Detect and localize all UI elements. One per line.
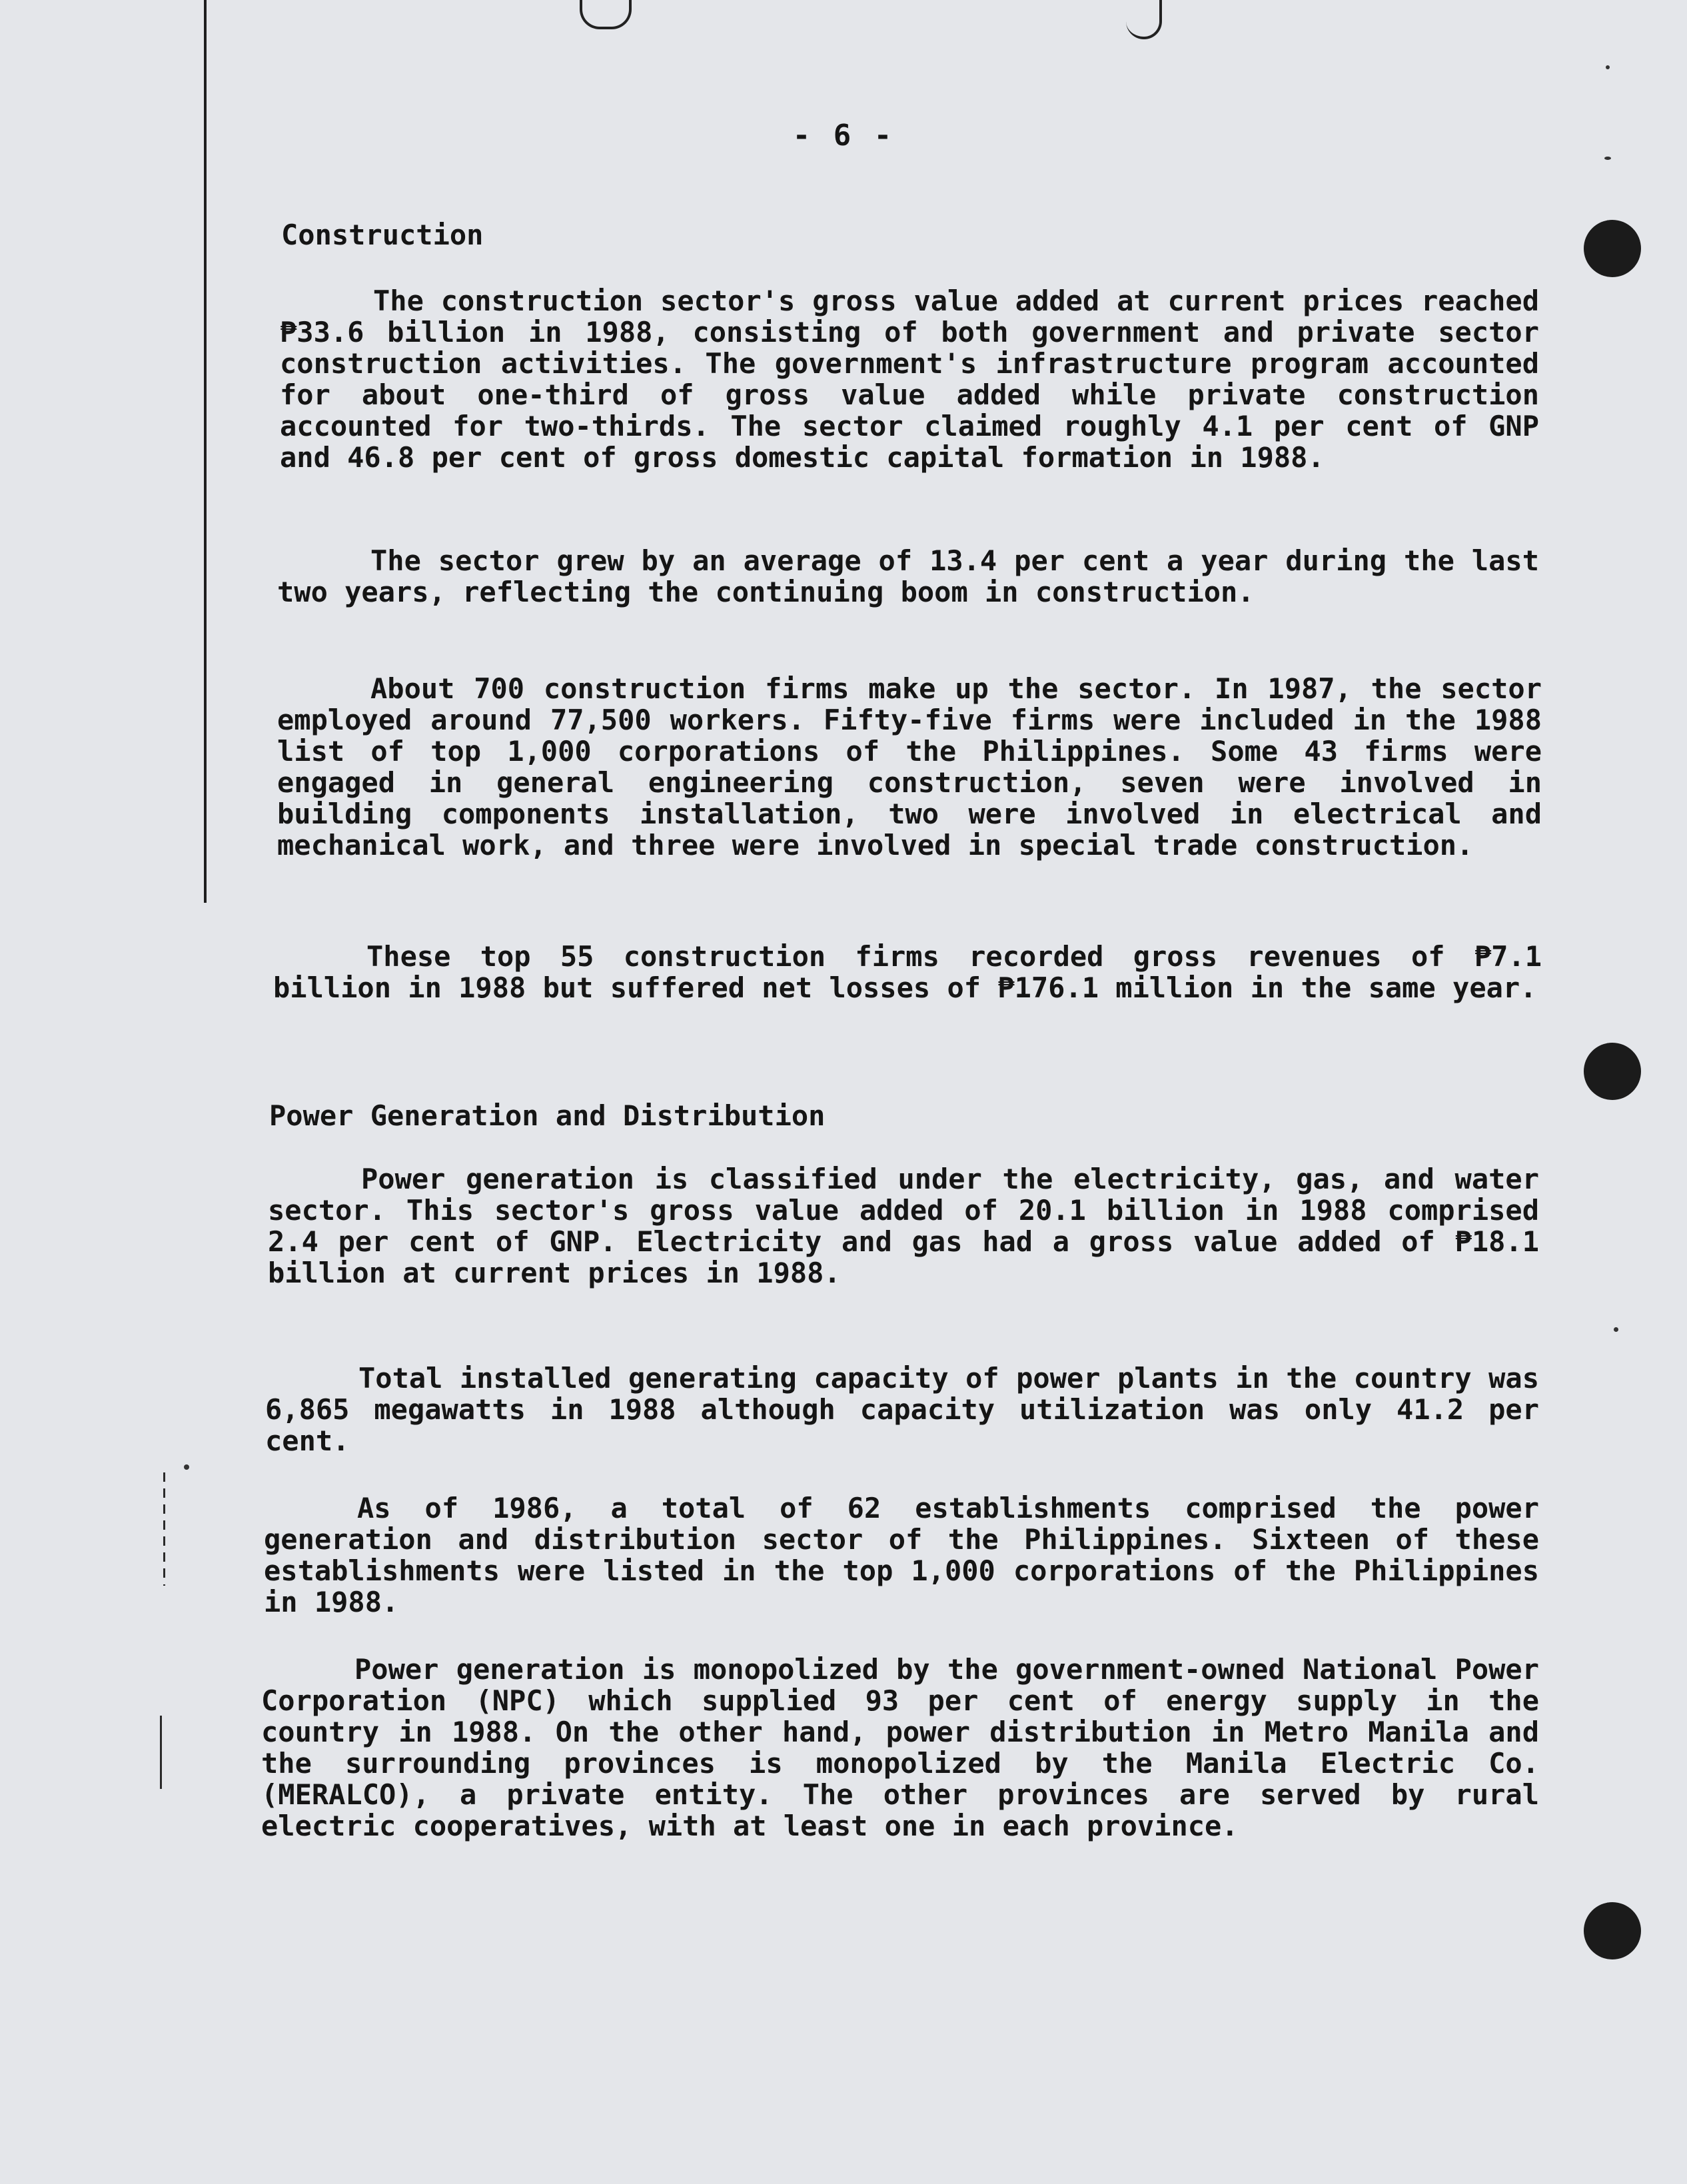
top-binding-mark-right xyxy=(1126,0,1162,39)
paragraph: Power generation is classified under the electricity, gas, and water sector. This sector's gross value added of 20.1 billion in 1988 comprised 2.4 per cent of GNP. Electricity and gas had a gross value added of ₱18.1 billion at current prices in 1988. xyxy=(268,1163,1539,1289)
punch-hole-middle xyxy=(1584,1043,1641,1100)
page-number: - 6 - xyxy=(792,119,895,153)
margin-dot xyxy=(1614,1327,1618,1332)
punch-hole-bottom xyxy=(1584,1902,1641,1959)
punch-hole-top xyxy=(1584,220,1641,277)
top-binding-mark xyxy=(580,0,632,29)
paragraph: As of 1986, a total of 62 establishments comprised the power generation and distribution sector of the Philippines. Sixteen of these establishments were listed in the top 1,000 corporations of the Philippines in 1988. xyxy=(264,1492,1539,1618)
paragraph: About 700 construction firms make up the sector. In 1987, the sector employed around 77,500 workers. Fifty-five firms were included in the 1988 list of top 1,000 corporations of the Philippines. Some 43 firms were engaged in general engineering construction, seven were involved in building components installation, two were involved in electrical and mechanical work, and three were involved in special trade construction. xyxy=(277,672,1542,861)
paragraph: Total installed generating capacity of power plants in the country was 6,865 megawatts in 1988 although capacity utilization was only 41.2 per cent. xyxy=(265,1362,1539,1457)
section-heading-construction: Construction xyxy=(281,219,484,251)
section-heading-power: Power Generation and Distribution xyxy=(269,1099,826,1132)
margin-dot xyxy=(184,1464,189,1470)
left-margin-rule-lower xyxy=(160,1716,162,1789)
paragraph: Power generation is monopolized by the government-owned National Power Corporation (NPC) which supplied 93 per cent of energy supply in the country in 1988. On the other hand, power distribution in Metro Manila and the surrounding provinces is monopolized by the Manila Electric Co. (MERALCO), a private entity. The other provinces are served by rural electric cooperatives, with at least one in each province. xyxy=(261,1653,1539,1842)
paragraph: These top 55 construction firms recorded gross revenues of ₱7.1 billion in 1988 but suffered net losses of ₱176.1 million in the same year. xyxy=(273,940,1542,1004)
left-margin-rule-dashed xyxy=(163,1472,165,1586)
paragraph: The sector grew by an average of 13.4 per cent a year during the last two years, reflecting the continuing boom in construction. xyxy=(277,544,1539,608)
margin-dot xyxy=(1604,157,1611,160)
paragraph: The construction sector's gross value added at current prices reached ₱33.6 billion in 1988, consisting of both government and private sector construction activities. The government's infrastructure program accounted for about one-third of gross value added while private construction accounted for two-thirds. The sector claimed roughly 4.1 per cent of GNP and 46.8 per cent of gross domestic capital formation in 1988. xyxy=(280,284,1539,474)
margin-dot xyxy=(1606,65,1610,69)
